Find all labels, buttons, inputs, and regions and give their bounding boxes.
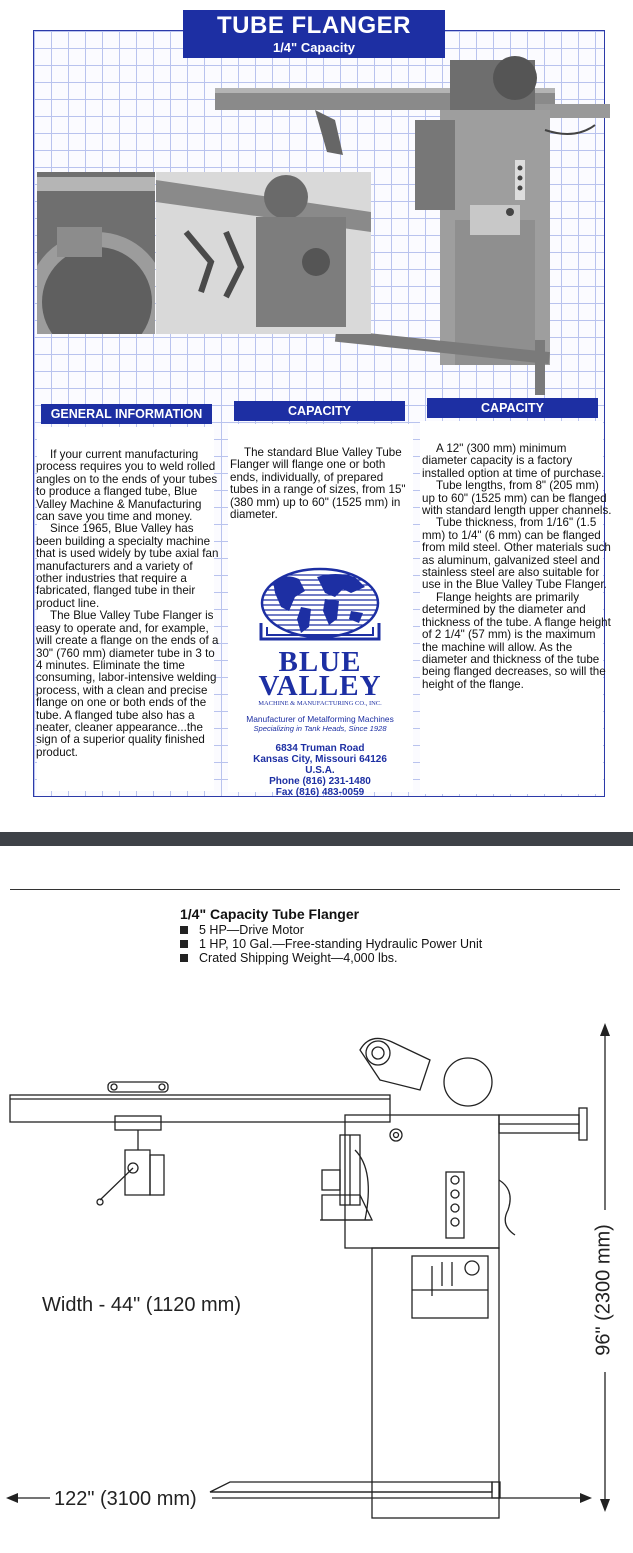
width-dimension: Width - 44" (1120 mm) — [42, 1294, 242, 1316]
page-subtitle: 1/4" Capacity — [272, 40, 356, 55]
spec-title: 1/4" Capacity Tube Flanger — [180, 906, 360, 922]
logo-word-valley: VALLEY — [258, 670, 382, 702]
general-info-heading: GENERAL INFORMATION — [41, 404, 212, 424]
bullet-square-icon — [180, 940, 188, 948]
top-rule — [10, 889, 620, 890]
address-country: U.S.A. — [305, 765, 335, 776]
logo-tagline: Manufacturer of Metalforming Machines — [246, 714, 394, 724]
bullet-square-icon — [180, 926, 188, 934]
paragraph: Since 1965, Blue Valley has been building a specialty machine that is used widely by tube axial fan manufacturers and a variety of other industries that require a fabricated, flanged tube in their product line. — [36, 522, 219, 610]
height-dimension-label: 96" (2300 mm) — [592, 1224, 615, 1356]
fax-number: Fax (816) 483-0059 — [275, 787, 365, 798]
page-title: TUBE FLANGER — [217, 12, 411, 39]
paragraph: The Blue Valley Tube Flanger is easy to operate and, for example, will create a flange on the ends of a 30" (760 mm) diameter tube in 3 to 4 minutes. Eliminate the time consuming, labor-intensive welding process, with a clean and precise flange on one or both ends of the tube. A flanged tube also has a neater, cleaner appearance...the sign of a superior quality finished product. — [36, 609, 219, 759]
paragraph: Tube lengths, from 8" (205 mm) up to 60" (1525 mm) can be flanged with standard length upper channels. — [422, 479, 612, 518]
capacity-text-2 — [422, 443, 612, 691]
capacity-heading-1: CAPACITY — [234, 401, 405, 421]
phone-number: Phone (816) 231-1480 — [269, 776, 371, 787]
spec-item: Crated Shipping Weight—4,000 lbs. — [180, 951, 482, 965]
spec-item: 5 HP—Drive Motor — [180, 923, 482, 937]
address-street: 6834 Truman Road — [275, 743, 365, 754]
paragraph: A 12" (300 mm) minimum diameter capacity is a factory installed option at time of purchase. — [422, 442, 605, 480]
address-city: Kansas City, Missouri 64126 — [253, 754, 387, 765]
company-address — [245, 743, 395, 798]
logo-word-blue: BLUE — [278, 646, 362, 678]
spec-list — [180, 923, 482, 965]
paragraph: The standard Blue Valley Tube Flanger will flange one or both ends, individually, of prepared tubes in a range of sizes, from 15" (380 mm) up to 60" (1525 mm) in diameter. — [230, 446, 406, 522]
roller-assembly-photo — [156, 172, 371, 334]
company-logo-block — [245, 567, 395, 798]
paragraph: Flange heights are primarily determined by the diameter and thickness of the tube. A flange height of 2 1/4" (57 mm) is the maximum the machine will allow. As the diameter and thickness of the tube being flanged decreases, so will the height of the flange. — [422, 590, 611, 691]
flange-closeup-photo — [37, 172, 155, 334]
capacity-heading-2: CAPACITY — [427, 398, 598, 418]
title-banner — [183, 10, 445, 58]
globe-logo-icon — [255, 567, 385, 645]
spec-item: 1 HP, 10 Gal.—Free-standing Hydraulic Power Unit — [180, 937, 482, 951]
logo-specialty: Specializing in Tank Heads, Since 1928 — [253, 724, 387, 733]
length-dimension: 122" (3100 mm) — [54, 1488, 197, 1510]
capacity-text-1 — [230, 447, 412, 521]
paragraph: Tube thickness, from 1/16" (1.5 mm) to 1/4" (6 mm) can be flanged from mild steel. Other materials such as aluminum, galvanized steel and stainless steel are also suitable for use in the Blue Valley Tube Flanger. — [422, 516, 611, 592]
page-separator — [0, 832, 633, 846]
logo-company-name: MACHINE & MANUFACTURING CO., INC. — [258, 700, 382, 707]
height-dimension — [584, 1210, 624, 1370]
paragraph: If your current manufacturing process requires you to weld rolled angles on to the ends of your tubes to produce a flanged tube, Blue Valley Machine & Manufacturing can save you time and money. — [36, 448, 218, 524]
bullet-square-icon — [180, 954, 188, 962]
machine-line-drawing — [0, 1020, 633, 1540]
general-info-text — [36, 449, 219, 759]
